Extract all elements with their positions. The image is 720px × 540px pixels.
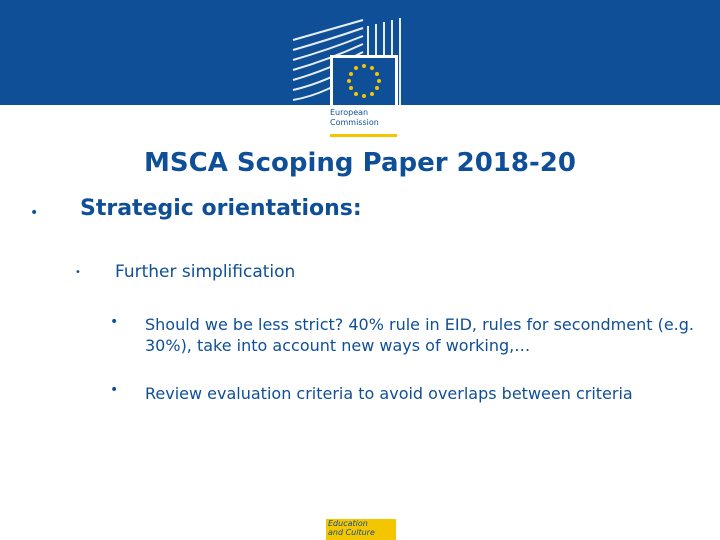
bullet-level3-icon: •	[110, 314, 119, 330]
footer-dg-label	[326, 519, 396, 540]
logo-line-1: European	[330, 108, 369, 117]
footer-line-1: Education	[328, 519, 368, 528]
bullet-level3-icon: •	[110, 382, 119, 398]
bullet-level1-icon: •	[30, 205, 39, 221]
bullet-level3-text-1: Should we be less strict? 40% rule in EID, rules for secondment (e.g. 30%), take into account new ways of working,…	[145, 315, 694, 355]
bullet-level2-icon: •	[75, 267, 81, 278]
logo-wordmark	[330, 108, 379, 128]
bullet-level1-text: Strategic orientations:	[80, 196, 362, 221]
logo-underline	[330, 134, 397, 137]
bullet-level2-text: Further simplification	[115, 262, 296, 282]
logo-line-2: Commission	[330, 118, 379, 127]
footer-line-2: and Culture	[328, 528, 375, 537]
bullet-level3-text-2: Review evaluation criteria to avoid overlaps between criteria	[145, 384, 633, 403]
slide-title: MSCA Scoping Paper 2018-20	[144, 148, 576, 178]
